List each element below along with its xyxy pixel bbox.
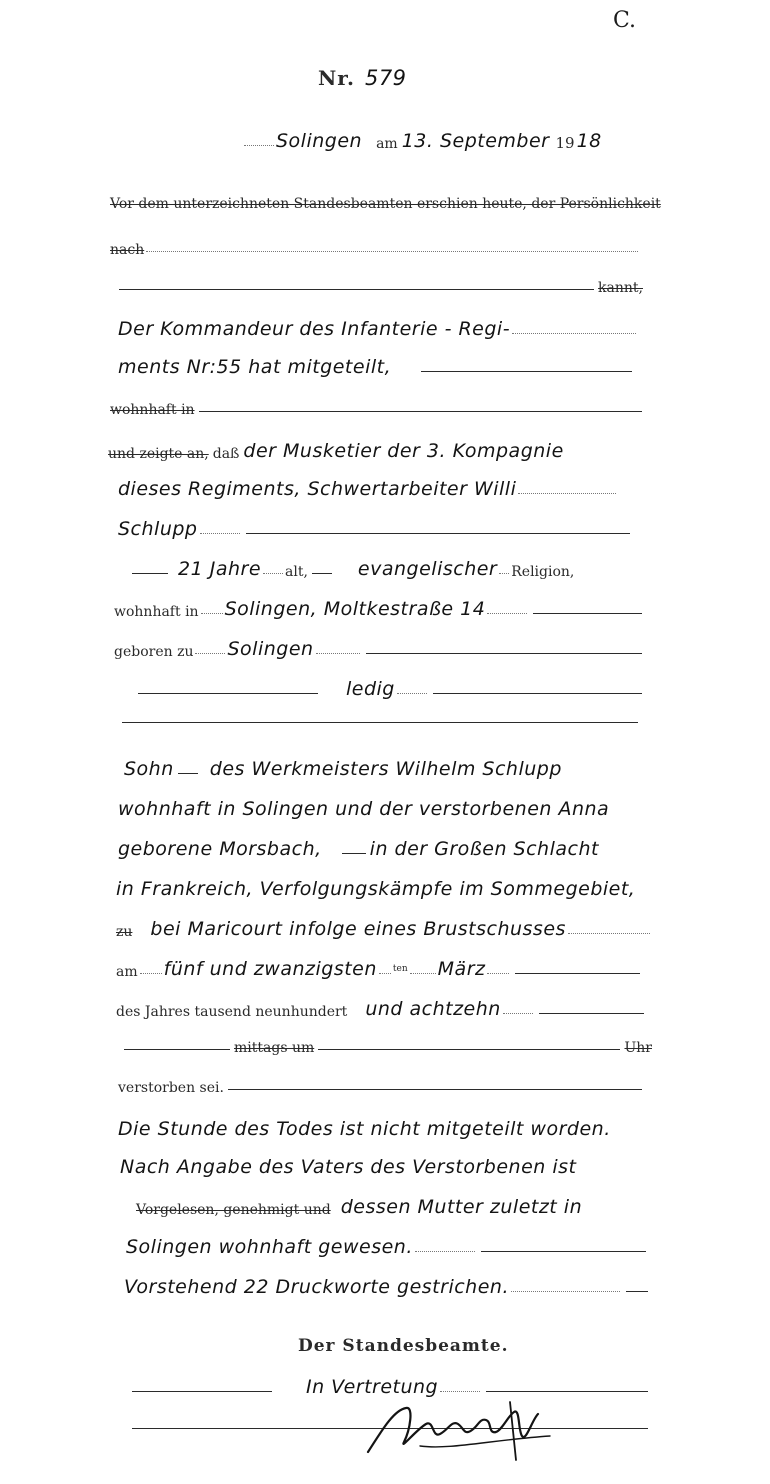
am-text: am [116, 964, 138, 980]
year-prefix: 19 [555, 134, 575, 152]
des-jahres-text: des Jahres tausend neunhundert [116, 1004, 348, 1020]
line-death-day [116, 958, 644, 980]
am-label: am [376, 136, 398, 152]
dass-text: daß [212, 446, 240, 462]
line-ments [118, 356, 636, 378]
text-solingen-wohnhaft: Solingen wohnhaft gewesen. [126, 1236, 413, 1258]
wohnhaft-in-text-2: wohnhaft in [114, 604, 199, 620]
vorgelesen-text: Vorgelesen, genehmigt und [136, 1202, 331, 1218]
text-werkmeister: des Werkmeisters Wilhelm Schlupp [209, 758, 562, 780]
nach-text: nach [110, 242, 145, 258]
line-death-year [116, 998, 648, 1020]
line-musketier [108, 440, 638, 462]
struck-line-nach [110, 242, 640, 258]
official-signature [360, 1390, 570, 1470]
struck-line-mittags [120, 1040, 652, 1056]
und-zeigte-an-text: und zeigte an, [108, 446, 209, 462]
religion-text: Religion, [511, 564, 575, 580]
text-angabe: Nach Angabe des Vaters des Verstorbenen ist [120, 1156, 577, 1178]
line-kommandeur [118, 318, 638, 340]
death-year: und achtzehn [365, 998, 501, 1020]
line-stunde [118, 1118, 678, 1140]
ten-text: ten [392, 964, 408, 974]
text-stunde: Die Stunde des Todes ist nicht mitgeteilt worden. [118, 1118, 611, 1140]
date: 13. September [401, 130, 550, 152]
record-number: 579 [364, 66, 407, 90]
line-blank [118, 722, 642, 729]
uhr-text: Uhr [624, 1040, 652, 1056]
text-musketier: der Musketier der 3. Kompagnie [243, 440, 564, 462]
text-ments: ments Nr:55 hat mitgeteilt, [118, 356, 392, 378]
alt-text: alt, [285, 564, 308, 580]
record-number-line [318, 66, 428, 90]
age: 21 Jahre [178, 558, 262, 580]
standesbeamte-heading: Der Standesbeamte. [298, 1336, 509, 1356]
death-month: März [437, 958, 486, 980]
struck-line-kannt [115, 280, 643, 296]
text-geborene: geborene Morsbach, [118, 838, 322, 860]
marital-status: ledig [346, 678, 395, 700]
year-suffix: 18 [576, 130, 602, 152]
line-angabe [120, 1156, 660, 1178]
vor-dem-text: Vor dem unterzeichneten Standesbeamten erschien heute, der Persönlichkeit [110, 196, 661, 212]
text-regiments: dieses Regiments, Schwertarbeiter Willi [118, 478, 517, 500]
text-mutter: dessen Mutter zuletzt in [340, 1196, 583, 1218]
kannt-text: kannt, [598, 280, 643, 296]
struck-line-vor-dem [110, 196, 661, 212]
geboren-zu-text: geboren zu [114, 644, 194, 660]
line-sohn [124, 758, 628, 780]
death-day: fünf und zwanzigsten [163, 958, 377, 980]
mittags-um-text: mittags um [234, 1040, 315, 1056]
line-residence [114, 598, 646, 620]
standesbeamte-heading-line [298, 1336, 509, 1356]
line-schlupp [118, 518, 634, 540]
text-kommandeur: Der Kommandeur des Infanterie - Regi- [118, 318, 511, 340]
text-vorstehend: Vorstehend 22 Druckworte gestrichen. [124, 1276, 509, 1298]
religion-value: evangelischer [357, 558, 498, 580]
text-schlupp: Schlupp [118, 518, 198, 540]
date-line [242, 130, 637, 152]
verstorben-sei-text: verstorben sei. [118, 1080, 224, 1096]
text-schlacht: in der Großen Schlacht [369, 838, 599, 860]
text-frankreich: in Frankreich, Verfolgungskämpfe im Sommegebiet, [116, 878, 636, 900]
line-regiments [118, 478, 618, 500]
place: Solingen [276, 130, 363, 152]
residence: Solingen, Moltkestraße 14 [224, 598, 486, 620]
text-maricourt: bei Maricourt infolge eines Brustschusses [150, 918, 566, 940]
line-maricourt [116, 918, 652, 940]
line-birthplace [114, 638, 646, 660]
wohnhaft-in-text-1: wohnhaft in [110, 402, 195, 418]
text-sohn: Sohn [124, 758, 174, 780]
line-age-religion [128, 558, 648, 580]
struck-line-wohnhaft [110, 402, 646, 418]
line-mutter [136, 1196, 656, 1218]
line-vorstehend [124, 1276, 652, 1298]
birthplace: Solingen [227, 638, 314, 660]
line-solingen-wohnhaft [126, 1236, 650, 1258]
text-vertretung: In Vertretung [306, 1376, 439, 1398]
line-frankreich [116, 878, 668, 900]
text-wohnhaft-anna: wohnhaft in Solingen und der verstorbenen Anna [118, 798, 610, 820]
line-verstorben [118, 1080, 646, 1096]
line-wohnhaft-anna [118, 798, 658, 820]
zu-text: zu [116, 924, 133, 940]
corner-mark: C. [612, 8, 636, 33]
line-status [134, 678, 646, 700]
nr-label: Nr. [318, 66, 355, 90]
line-geborene [118, 838, 658, 860]
